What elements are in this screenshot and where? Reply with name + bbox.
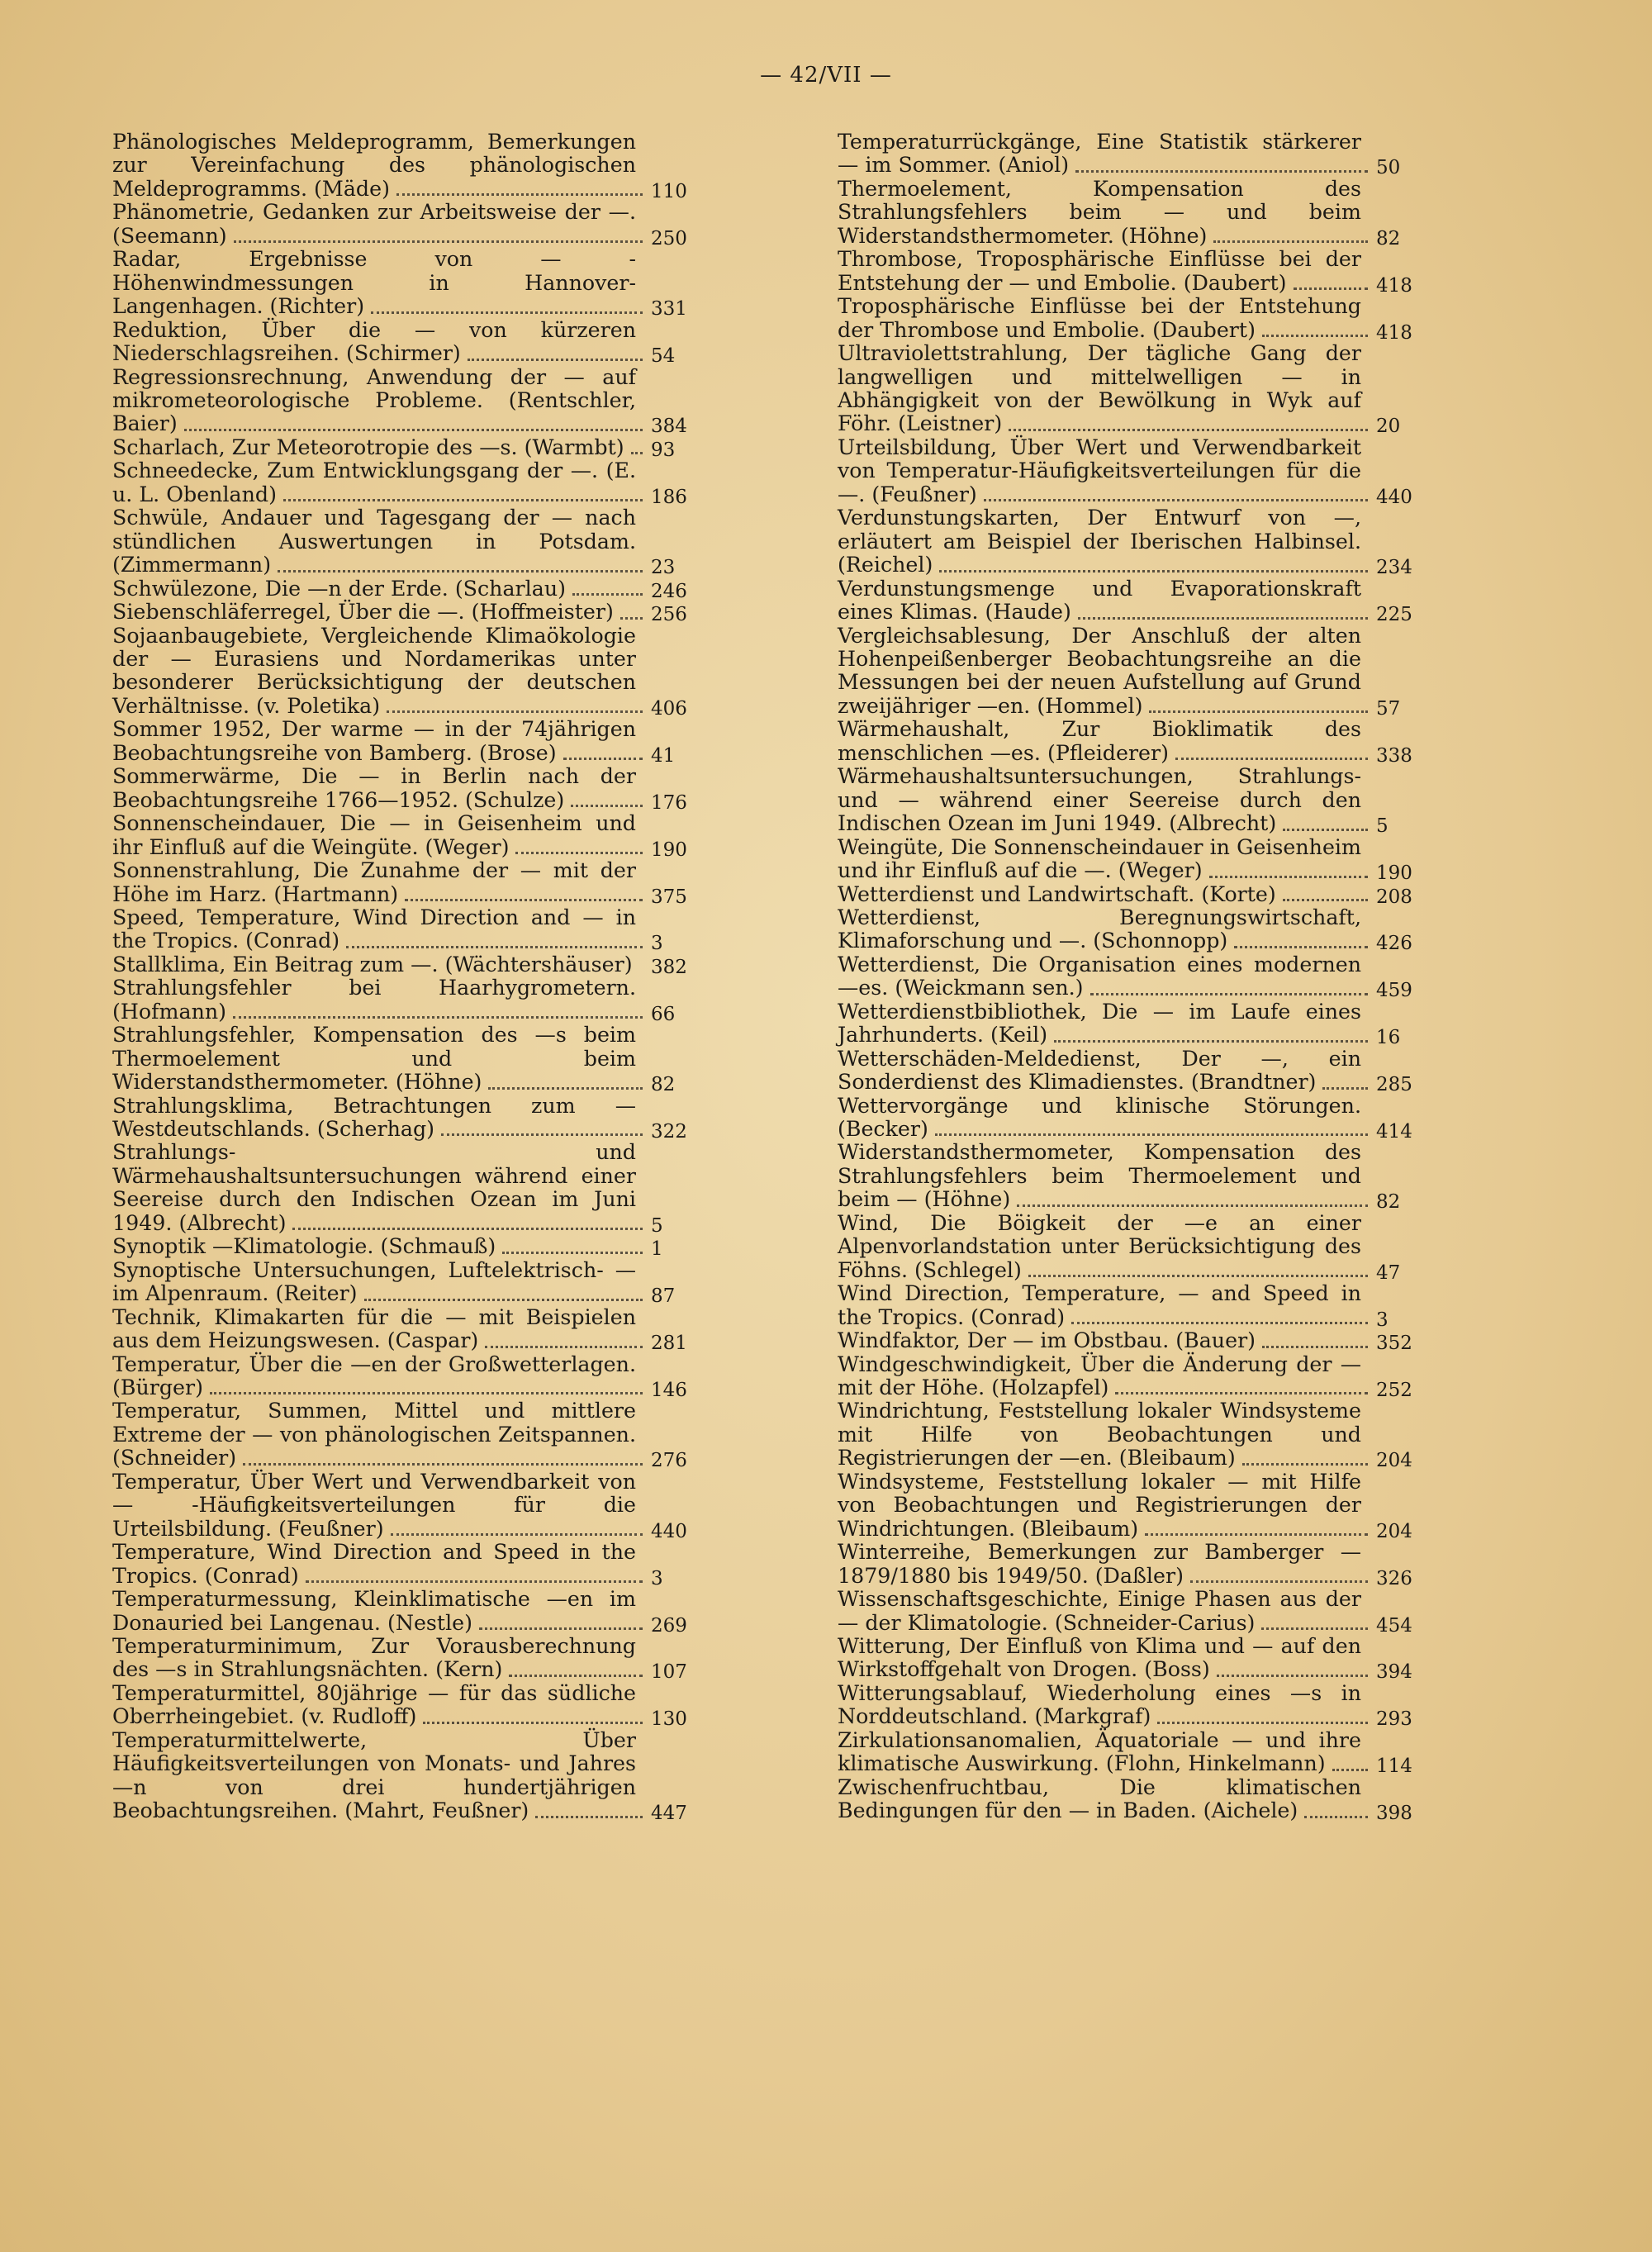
index-entry [838, 506, 1450, 577]
index-entry [838, 953, 1450, 1000]
index-entry-page: 269 [651, 1614, 687, 1637]
index-entry-text: Strahlungsfehler, Kompensation des —s beim Thermoelement und beim Widerstandsthermometer. (Höhne) [112, 1023, 636, 1095]
index-entry [838, 1729, 1450, 1776]
dot-leader [485, 1346, 643, 1348]
dot-leader [210, 1392, 643, 1394]
index-entry-page: 47 [1376, 1261, 1401, 1284]
index-entry-page: 57 [1376, 697, 1401, 720]
index-entry [838, 1776, 1450, 1823]
index-entry-page: 3 [1376, 1309, 1389, 1331]
index-entry-text: Wetterdienst und Landwirtschaft. (Korte) [838, 881, 1276, 906]
index-entry [838, 295, 1450, 342]
index-entry-page: 3 [651, 1567, 663, 1589]
index-entry-page: 447 [651, 1803, 687, 1825]
index-entry-text: Temperaturmessung, Kleinklimatische —en im Donauried bei Langenau. (Nestle) [112, 1587, 636, 1635]
dot-leader [502, 1252, 643, 1254]
dot-leader [1304, 1816, 1368, 1818]
index-entry-page: 394 [1376, 1661, 1412, 1684]
index-entry [838, 883, 1450, 906]
index-entry-page: 186 [651, 486, 687, 508]
dot-leader [1028, 1275, 1368, 1277]
index-entry-page: 146 [651, 1380, 687, 1402]
index-entry [112, 976, 725, 1024]
dot-leader [1262, 1346, 1368, 1348]
index-entry-page: 331 [651, 298, 687, 321]
index-entry-page: 382 [651, 956, 687, 978]
index-entry-page: 418 [1376, 274, 1412, 297]
index-entry [112, 765, 725, 812]
index-entry-text: Sommerwärme, Die — in Berlin nach der Beobachtungsreihe 1766—1952. (Schulze) [112, 764, 636, 812]
index-entry-page: 54 [651, 345, 676, 368]
index-entry-text: Witterungsablauf, Wiederholung eines —s in Norddeutschland. (Markgraf) [838, 1680, 1361, 1729]
dot-leader [423, 1722, 643, 1724]
index-entry-page: 204 [1376, 1450, 1412, 1472]
index-entry [112, 436, 725, 459]
index-entry-page: 20 [1376, 416, 1401, 438]
index-entry [838, 1470, 1450, 1541]
index-entry [112, 201, 725, 248]
index-entry-page: 375 [651, 886, 687, 908]
index-entry [112, 859, 725, 906]
index-entry [838, 718, 1450, 765]
dot-leader [234, 240, 643, 243]
index-entry-text: Sonnenscheindauer, Die — in Geisenheim und ihr Einfluß auf die Weingüte. (Weger) [112, 811, 636, 859]
index-entry-page: 414 [1376, 1121, 1412, 1143]
index-entry-page: 82 [651, 1074, 676, 1096]
index-entry-page: 440 [1376, 486, 1412, 508]
index-entry-text: Temperatur, Über die —en der Großwetterlagen. (Bürger) [112, 1352, 636, 1400]
index-entry [112, 506, 725, 577]
index-entry [112, 1470, 725, 1541]
dot-leader [1261, 1627, 1368, 1630]
dot-leader [243, 1463, 643, 1466]
index-entry-page: 190 [1376, 862, 1412, 885]
dot-leader [278, 570, 643, 573]
index-entry-text: Sonnenstrahlung, Die Zunahme der — mit der Höhe im Harz. (Hartmann) [112, 858, 636, 906]
index-entry [112, 1588, 725, 1635]
dot-leader [364, 1299, 643, 1301]
index-entry [112, 319, 725, 366]
index-entry-page: 190 [651, 839, 687, 861]
dot-leader [620, 617, 643, 620]
index-entry-text: Temperaturminimum, Zur Vorausberechnung des —s in Strahlungsnächten. (Kern) [112, 1634, 636, 1682]
index-entry-page: 276 [651, 1450, 687, 1472]
dot-leader [1075, 170, 1368, 173]
index-entry-text: Schwülezone, Die —n der Erde. (Scharlau) [112, 576, 566, 601]
index-entry-text: Reduktion, Über die — von kürzeren Niederschlagsreihen. (Schirmer) [112, 317, 636, 366]
index-entry [112, 1095, 725, 1142]
index-entry-page: 41 [651, 744, 676, 767]
dot-leader [1234, 946, 1368, 948]
dot-leader [1217, 1675, 1368, 1677]
index-entry-page: 440 [651, 1520, 687, 1542]
dot-leader [396, 193, 643, 196]
dot-leader [1009, 429, 1368, 431]
index-entry-text: Wetterschäden-Meldedienst, Der —, ein Sonderdienst des Klimadienstes. (Brandtner) [838, 1046, 1361, 1095]
index-entry [112, 577, 725, 601]
index-entry-text: Windsysteme, Feststellung lokaler — mit Hilfe von Beobachtungen und Registrierungen der Windrichtungen. (Bleibaum) [838, 1469, 1361, 1541]
dot-leader [371, 311, 643, 314]
index-entry-text: Vergleichsablesung, Der Anschluß der alten Hohenpeißenberger Beobachtungsreihe an die Messungen bei der neuen Aufstellung auf Grund zweijähriger —en. (Hommel) [838, 623, 1361, 718]
dot-leader [391, 1533, 643, 1536]
index-entry-text: Wind, Die Böigkeit der —e an einer Alpenvorlandstation unter Berücksichtigung des Föhns. (Schlegel) [838, 1210, 1361, 1282]
index-entry-page: 426 [1376, 933, 1412, 955]
dot-leader [488, 1087, 643, 1090]
dot-leader [306, 1580, 643, 1583]
index-entry-page: 225 [1376, 604, 1412, 626]
dot-leader [1145, 1533, 1368, 1536]
index-entry-page: 16 [1376, 1027, 1401, 1049]
index-entry-page: 82 [1376, 227, 1401, 249]
index-entry-text: Winterreihe, Bemerkungen zur Bamberger — 1879/1880 bis 1949/50. (Daßler) [838, 1540, 1361, 1588]
index-entry-text: Weingüte, Die Sonnenscheindauer in Geisenheim und ihr Einfluß auf die —. (Weger) [838, 834, 1361, 883]
index-entry-page: 23 [651, 557, 676, 579]
index-entry-text: Synoptische Untersuchungen, Luftelektrisch- — im Alpenraum. (Reiter) [112, 1257, 636, 1306]
index-entry [838, 906, 1450, 953]
dot-leader [1115, 1392, 1368, 1394]
index-entry [838, 1588, 1450, 1635]
dot-leader [515, 852, 643, 854]
dot-leader [509, 1675, 643, 1677]
index-entry [838, 342, 1450, 436]
index-entry [838, 178, 1450, 248]
dot-leader [1054, 1040, 1368, 1043]
index-entry-text: Phänologisches Meldeprogramm, Bemerkungen zur Vereinfachung des phänologischen Meldeprogramms. (Mäde) [112, 130, 636, 201]
dot-leader [1294, 287, 1368, 290]
index-entry [112, 1635, 725, 1682]
dot-leader [1283, 899, 1368, 901]
index-entry [112, 366, 725, 436]
index-entry-page: 285 [1376, 1074, 1412, 1096]
index-entry-page: 338 [1376, 744, 1412, 767]
index-entry-text: Urteilsbildung, Über Wert und Verwendbarkeit von Temperatur-Häufigkeitsverteilungen für die —. (Feußner) [838, 435, 1361, 506]
index-entry-page: 281 [651, 1333, 687, 1355]
index-entry-text: Sommer 1952, Der warme — in der 74jährigen Beobachtungsreihe von Bamberg. (Brose) [112, 717, 636, 765]
index-entry-text: Thrombose, Troposphärische Einflüsse bei der Entstehung der — und Embolie. (Daubert) [838, 247, 1361, 295]
index-entry-text: Wetterdienst, Die Organisation eines modernen —es. (Weickmann sen.) [838, 952, 1361, 1000]
index-entry-page: 352 [1376, 1333, 1412, 1355]
index-entry [838, 1541, 1450, 1588]
index-entry-page: 384 [651, 416, 687, 438]
index-entry-text: Strahlungsfehler bei Haarhygrometern. (Hofmann) [112, 976, 636, 1024]
index-entry-text: Scharlach, Zur Meteorotropie des —s. (Warmbt) [112, 435, 624, 459]
index-entry-page: 176 [651, 791, 687, 814]
index-entry-text: Verdunstungskarten, Der Entwurf von —, erläutert am Beispiel der Iberischen Halbinsel. (Reichel) [838, 506, 1361, 577]
index-entry-page: 107 [651, 1661, 687, 1684]
dot-leader [1071, 1322, 1368, 1324]
page-number: — 42/VII — [760, 63, 892, 88]
index-entry [112, 906, 725, 953]
index-entry [112, 1024, 725, 1094]
dot-leader [1213, 240, 1368, 243]
dot-leader [1175, 758, 1368, 760]
dot-leader [292, 1228, 643, 1230]
index-entry [112, 718, 725, 765]
index-column-right [838, 131, 1450, 1823]
index-entry-page: 398 [1376, 1803, 1412, 1825]
index-entry-page: 114 [1376, 1756, 1412, 1778]
index-entry-text: Zirkulationsanomalien, Äquatoriale — und ihre klimatische Auswirkung. (Flohn, Hinkelmann) [838, 1727, 1361, 1776]
index-entry [838, 1353, 1450, 1400]
index-entry-text: Synoptik —Klimatologie. (Schmauß) [112, 1234, 496, 1259]
dot-leader [571, 805, 643, 807]
index-entry-text: Technik, Klimakarten für die — mit Beispielen aus dem Heizungswesen. (Caspar) [112, 1304, 636, 1353]
index-entry-page: 130 [651, 1708, 687, 1731]
dot-leader [233, 1016, 643, 1019]
index-entry-page: 418 [1376, 321, 1412, 344]
index-entry [112, 1306, 725, 1353]
dot-leader [1090, 993, 1368, 995]
index-entry-text: Regressionsrechnung, Anwendung der — auf mikrometeorologische Probleme. (Rentschler, Baier) [112, 364, 636, 436]
index-entry [838, 1682, 1450, 1729]
index-entry-page: 50 [1376, 157, 1401, 179]
dot-leader [563, 758, 643, 760]
dot-leader [346, 946, 643, 948]
dot-leader [479, 1627, 643, 1630]
dot-leader [1017, 1204, 1368, 1207]
index-entry-text: Troposphärische Einflüsse bei der Entstehung der Thrombose und Embolie. (Daubert) [838, 294, 1361, 342]
index-entry-page: 110 [651, 180, 687, 202]
index-entry [112, 601, 725, 624]
index-entry-text: Windrichtung, Feststellung lokaler Windsysteme mit Hilfe von Beobachtungen und Registrierungen der —en. (Bleibaum) [838, 1399, 1361, 1470]
index-entry-text: Wissenschaftsgeschichte, Einige Phasen aus der — der Klimatologie. (Schneider-Carius) [838, 1587, 1361, 1635]
index-entry-page: 326 [1376, 1567, 1412, 1589]
index-entry-text: Temperaturmittelwerte, Über Häufigkeitsverteilungen von Monats- und Jahres —n von drei hundertjährigen Beobachtungsreihen. (Mahrt, Feußner) [112, 1727, 636, 1823]
index-entry [112, 625, 725, 719]
index-entry [838, 1399, 1450, 1470]
index-entry-page: 204 [1376, 1520, 1412, 1542]
dot-leader [184, 429, 643, 431]
index-entry [112, 1141, 725, 1235]
dot-leader [283, 499, 643, 501]
dot-leader [387, 710, 643, 713]
index-entry-page: 256 [651, 604, 687, 626]
index-entry-text: Thermoelement, Kompensation des Strahlungsfehlers beim — und beim Widerstandsthermometer. (Höhne) [838, 176, 1361, 248]
index-entry-text: Temperatur, Summen, Mittel und mittlere Extreme der — von phänologischen Zeitspannen. (Schneider) [112, 1399, 636, 1470]
index-entry-text: Witterung, Der Einfluß von Klima und — auf den Wirkstoffgehalt von Drogen. (Boss) [838, 1634, 1361, 1682]
index-entry [112, 1729, 725, 1823]
index-entry-page: 250 [651, 227, 687, 249]
index-entry [838, 436, 1450, 506]
index-entry [112, 1682, 725, 1729]
index-entry [838, 1140, 1450, 1214]
dot-leader [1332, 1769, 1368, 1771]
index-entry-text: Strahlungsklima, Betrachtungen zum — Westdeutschlands. (Scherhag) [112, 1093, 636, 1142]
index-entry-page: 454 [1376, 1614, 1412, 1637]
index-entry-text: Wetterdienst, Beregnungswirtschaft, Klimaforschung und —. (Schonnopp) [838, 905, 1361, 953]
index-entry-page: 5 [1376, 815, 1389, 838]
dot-leader [1149, 710, 1368, 713]
index-entry [838, 131, 1450, 178]
dot-leader [935, 1133, 1368, 1136]
index-entry-text: Schneedecke, Zum Entwicklungsgang der —. (E. u. L. Obenland) [112, 458, 636, 506]
index-entry [838, 1328, 1450, 1355]
index-entry-page: 293 [1376, 1708, 1412, 1731]
dot-leader [535, 1816, 643, 1818]
index-entry-page: 3 [651, 933, 663, 955]
dot-leader [572, 593, 643, 596]
index-entry [838, 248, 1450, 295]
index-entry-text: Windfaktor, Der — im Obstbau. (Bauer) [838, 1328, 1256, 1353]
index-entry-page: 208 [1376, 886, 1412, 908]
index-entry [112, 953, 725, 976]
index-entry-text: Sojaanbaugebiete, Vergleichende Klimaökologie der — Eurasiens und Nordamerikas unter besonderer Berücksichtigung der deutschen Verhältnisse. (v. Poletika) [112, 623, 636, 718]
index-entry [112, 459, 725, 506]
index-entry-text: Temperature, Wind Direction and Speed in the Tropics. (Conrad) [112, 1540, 636, 1588]
index-entry-text: Temperaturmittel, 80jährige — für das südliche Oberrheingebiet. (v. Rudloff) [112, 1680, 636, 1729]
index-entry [838, 1212, 1450, 1282]
dot-leader [1078, 617, 1368, 620]
index-entry-page: 406 [651, 697, 687, 720]
index-entry [112, 131, 725, 201]
dot-leader [1262, 335, 1368, 337]
index-entry-text: Ultraviolettstrahlung, Der tägliche Gang der langwelligen und mittelwelligen — in Abhängigkeit von der Bewölkung in Wyk auf Föhr. (Leistner) [838, 341, 1361, 436]
index-entry-text: Widerstandsthermometer, Kompensation des Strahlungsfehlers beim Thermoelement und beim — (Höhne) [838, 1140, 1361, 1212]
index-entry-page: 93 [651, 439, 676, 461]
index-entry [838, 1282, 1450, 1329]
index-entry-text: Radar, Ergebnisse von — - Höhenwindmessungen in Hannover-Langenhagen. (Richter) [112, 247, 636, 319]
index-entry-text: Schwüle, Andauer und Tagesgang der — nach stündlichen Auswertungen in Potsdam. (Zimmermann) [112, 506, 636, 577]
dot-leader [405, 899, 643, 901]
index-entry [112, 1541, 725, 1588]
index-entry-page: 87 [651, 1285, 676, 1308]
index-entry-text: Windgeschwindigkeit, Über die Änderung der — mit der Höhe. (Holzapfel) [838, 1352, 1361, 1400]
dot-leader [1283, 829, 1368, 831]
index-entry-page: 82 [1376, 1191, 1401, 1214]
dot-leader [631, 452, 643, 454]
index-entry-text: Wärmehaushaltsuntersuchungen, Strahlungs- und — während einer Seereise durch den Indischen Ozean im Juni 1949. (Albrecht) [838, 764, 1361, 836]
dot-leader [468, 359, 643, 361]
index-entry [112, 1234, 725, 1261]
index-entry-page: 252 [1376, 1380, 1412, 1402]
dot-leader [1157, 1722, 1368, 1724]
index-entry [112, 247, 725, 321]
dot-leader [939, 570, 1368, 573]
index-entry-text: Temperaturrückgänge, Eine Statistik stärkerer — im Sommer. (Aniol) [838, 130, 1361, 178]
index-entry-text: Temperatur, Über Wert und Verwendbarkeit von — -Häufigkeitsverteilungen für die Urteilsbildung. (Feußner) [112, 1469, 636, 1541]
index-entry-text: Wind Direction, Temperature, — and Speed in the Tropics. (Conrad) [838, 1281, 1361, 1329]
index-entry-page: 66 [651, 1003, 676, 1025]
index-column-left [112, 131, 725, 1823]
index-entry [838, 625, 1450, 719]
dot-leader [1242, 1463, 1368, 1466]
index-entry [838, 1095, 1450, 1142]
index-entry [838, 1635, 1450, 1682]
index-entry [112, 812, 725, 859]
index-entry-text: Siebenschläferregel, Über die —. (Hoffmeister) [112, 600, 614, 625]
index-entry [112, 1353, 725, 1400]
index-entry-text: Stallklima, Ein Beitrag zum —. (Wächtershäuser) [112, 952, 633, 976]
index-entry [838, 577, 1450, 625]
index-entry-page: 322 [651, 1121, 687, 1143]
index-entry [112, 1259, 725, 1306]
index-entry-text: Wärmehaushalt, Zur Bioklimatik des menschlichen —es. (Pfleiderer) [838, 717, 1361, 765]
dot-leader [1322, 1087, 1368, 1090]
index-entry [112, 1399, 725, 1470]
dot-leader [1190, 1580, 1368, 1583]
index-entry-text: Speed, Temperature, Wind Direction and — in the Tropics. (Conrad) [112, 905, 636, 953]
index-entry-page: 246 [651, 580, 687, 602]
index-entry [838, 764, 1450, 838]
index-entry-page: 1 [651, 1238, 663, 1261]
dot-leader [984, 499, 1368, 501]
index-entry-text: Wettervorgänge und klinische Störungen. (Becker) [838, 1093, 1361, 1142]
index-entry [838, 836, 1450, 883]
index-entry-page: 459 [1376, 980, 1412, 1002]
dot-leader [441, 1133, 643, 1136]
index-entry-text: Zwischenfruchtbau, Die klimatischen Bedingungen für den — in Baden. (Aichele) [838, 1775, 1361, 1823]
index-entry-page: 5 [651, 1214, 663, 1237]
index-entry-text: Phänometrie, Gedanken zur Arbeitsweise der —. (Seemann) [112, 200, 636, 248]
index-entry-text: Wetterdienstbibliothek, Die — im Laufe eines Jahrhunderts. (Keil) [838, 999, 1361, 1048]
index-entry-text: Strahlungs- und Wärmehaushaltsuntersuchungen während einer Seereise durch den Indischen Ozean im Juni 1949. (Albrecht) [112, 1140, 636, 1235]
index-entry-page: 234 [1376, 557, 1412, 579]
index-entry [838, 1048, 1450, 1095]
index-entry [838, 1000, 1450, 1048]
dot-leader [1209, 876, 1368, 878]
index-entry-text: Verdunstungsmenge und Evaporationskraft eines Klimas. (Haude) [838, 576, 1361, 625]
